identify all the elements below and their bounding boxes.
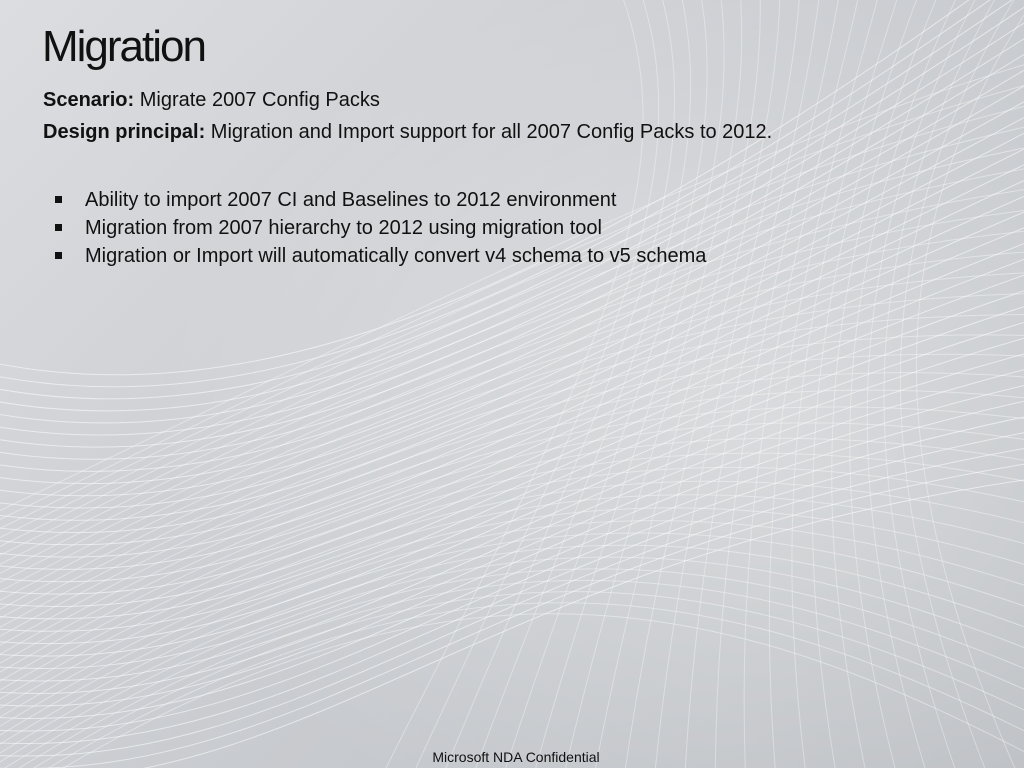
design-principal-label: Design principal:	[43, 121, 206, 143]
scenario-text: Migrate 2007 Config Packs	[134, 89, 380, 111]
scenario-line	[43, 89, 380, 112]
bullet-list	[55, 186, 706, 270]
scenario-label: Scenario:	[43, 89, 135, 111]
design-principal-text: Migration and Import support for all 2007 Config Packs to 2012.	[205, 121, 773, 143]
design-principal-line	[43, 121, 772, 144]
bullet-text: Migration or Import will automatically convert v4 schema to v5 schema	[85, 245, 707, 267]
square-bullet-icon	[55, 252, 62, 259]
square-bullet-icon	[55, 224, 62, 231]
bullet-text: Migration from 2007 hierarchy to 2012 using migration tool	[85, 217, 602, 239]
square-bullet-icon	[55, 196, 62, 203]
slide-title: Migration	[42, 22, 205, 71]
bullet-item	[55, 186, 706, 214]
bullet-item	[55, 214, 706, 242]
bullet-item	[55, 242, 706, 270]
bullet-text: Ability to import 2007 CI and Baselines to 2012 environment	[85, 189, 617, 211]
footer-confidential: Microsoft NDA Confidential	[432, 749, 600, 765]
